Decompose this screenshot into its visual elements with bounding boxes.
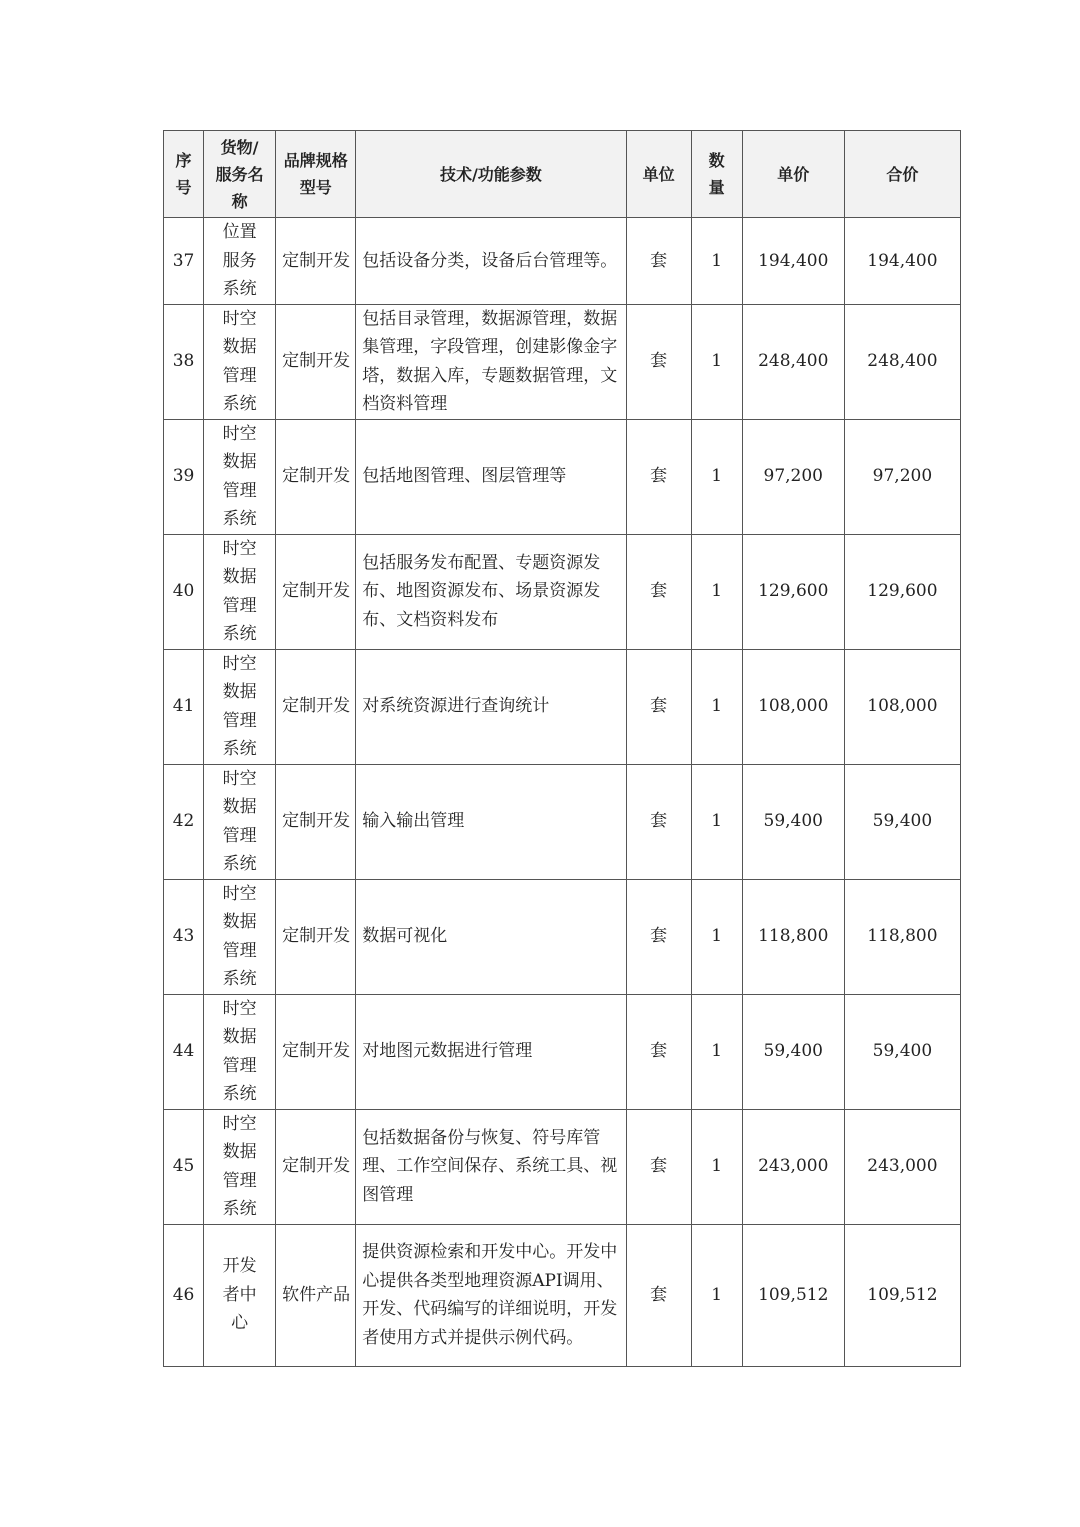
row-number: 39 <box>164 419 204 534</box>
header-spec: 技术/功能参数 <box>356 131 626 218</box>
row-quantity: 1 <box>691 994 742 1109</box>
row-item-name: 时空数据管理系统 <box>222 653 257 759</box>
table-row <box>164 1224 961 1366</box>
row-brand-model-cell <box>276 218 356 305</box>
row-quantity: 1 <box>691 1109 742 1224</box>
row-brand-model: 定制开发 <box>282 1156 351 1177</box>
table-body <box>164 218 961 1367</box>
row-spec: 包括数据备份与恢复、符号库管理、工作空间保存、系统工具、视图管理 <box>356 1109 626 1224</box>
row-unit-price: 97,200 <box>742 419 844 534</box>
row-brand-model: 定制开发 <box>282 466 351 487</box>
row-brand-model: 定制开发 <box>282 926 351 947</box>
row-spec: 包括服务发布配置、专题资源发布、地图资源发布、场景资源发布、文档资料发布 <box>356 534 626 649</box>
row-brand-model-cell <box>276 879 356 994</box>
row-quantity: 1 <box>691 534 742 649</box>
header-qty: 数量 <box>691 131 742 218</box>
row-spec: 包括目录管理，数据源管理，数据集管理，字段管理，创建影像金字塔，数据入库，专题数据管理，文档资料管理 <box>356 304 626 419</box>
row-number: 43 <box>164 879 204 994</box>
row-number: 37 <box>164 218 204 305</box>
row-number: 44 <box>164 994 204 1109</box>
row-quantity: 1 <box>691 218 742 305</box>
row-item-name-cell <box>204 534 276 649</box>
row-brand-model: 软件产品 <box>282 1284 351 1305</box>
row-item-name: 开发者中心 <box>222 1256 257 1334</box>
row-unit: 套 <box>626 304 691 419</box>
row-number: 45 <box>164 1109 204 1224</box>
row-item-name: 位置服务系统 <box>222 222 257 299</box>
header-brand: 品牌规格型号 <box>276 131 356 218</box>
row-unit-price: 118,800 <box>742 879 844 994</box>
row-total-price: 108,000 <box>844 649 960 764</box>
row-quantity: 1 <box>691 649 742 764</box>
row-unit-price: 59,400 <box>742 764 844 879</box>
row-item-name-cell <box>204 649 276 764</box>
row-brand-model-cell <box>276 304 356 419</box>
row-item-name: 时空数据管理系统 <box>222 1113 257 1219</box>
table-row <box>164 764 961 879</box>
row-brand-model: 定制开发 <box>282 1041 351 1062</box>
row-item-name: 时空数据管理系统 <box>222 998 257 1104</box>
table-row <box>164 218 961 305</box>
row-spec: 对地图元数据进行管理 <box>356 994 626 1109</box>
row-unit: 套 <box>626 1224 691 1366</box>
row-unit: 套 <box>626 764 691 879</box>
row-brand-model-cell <box>276 1224 356 1366</box>
row-brand-model-cell <box>276 764 356 879</box>
header-price: 单价 <box>742 131 844 218</box>
row-unit-price: 129,600 <box>742 534 844 649</box>
row-item-name-cell <box>204 1224 276 1366</box>
table-row <box>164 879 961 994</box>
row-brand-model: 定制开发 <box>282 696 351 717</box>
row-item-name: 时空数据管理系统 <box>222 883 257 989</box>
table-row <box>164 1109 961 1224</box>
row-unit: 套 <box>626 218 691 305</box>
row-unit: 套 <box>626 1109 691 1224</box>
row-total-price: 194,400 <box>844 218 960 305</box>
table-row <box>164 304 961 419</box>
row-total-price: 59,400 <box>844 994 960 1109</box>
row-item-name-cell <box>204 879 276 994</box>
row-unit-price: 108,000 <box>742 649 844 764</box>
row-total-price: 109,512 <box>844 1224 960 1366</box>
row-number: 42 <box>164 764 204 879</box>
row-unit: 套 <box>626 534 691 649</box>
row-quantity: 1 <box>691 764 742 879</box>
header-name: 货物/服务名称 <box>204 131 276 218</box>
row-item-name: 时空数据管理系统 <box>222 538 257 644</box>
row-total-price: 248,400 <box>844 304 960 419</box>
row-unit: 套 <box>626 879 691 994</box>
row-quantity: 1 <box>691 879 742 994</box>
row-total-price: 59,400 <box>844 764 960 879</box>
table-header <box>164 131 961 218</box>
row-spec: 对系统资源进行查询统计 <box>356 649 626 764</box>
header-row <box>164 131 961 218</box>
row-spec: 包括地图管理、图层管理等 <box>356 419 626 534</box>
row-brand-model-cell <box>276 534 356 649</box>
row-number: 46 <box>164 1224 204 1366</box>
row-unit-price: 59,400 <box>742 994 844 1109</box>
row-spec: 输入输出管理 <box>356 764 626 879</box>
row-brand-model: 定制开发 <box>282 351 351 372</box>
row-unit: 套 <box>626 649 691 764</box>
row-brand-model: 定制开发 <box>282 581 351 602</box>
row-item-name: 时空数据管理系统 <box>222 308 257 414</box>
row-quantity: 1 <box>691 1224 742 1366</box>
row-spec: 包括设备分类，设备后台管理等。 <box>356 218 626 305</box>
header-unit: 单位 <box>626 131 691 218</box>
row-total-price: 118,800 <box>844 879 960 994</box>
row-brand-model-cell <box>276 649 356 764</box>
row-item-name-cell <box>204 419 276 534</box>
row-total-price: 97,200 <box>844 419 960 534</box>
row-unit-price: 194,400 <box>742 218 844 305</box>
row-spec: 提供资源检索和开发中心。开发中心提供各类型地理资源API调用、开发、代码编写的详细说明，开发者使用方式并提供示例代码。 <box>356 1224 626 1366</box>
table-row <box>164 649 961 764</box>
row-item-name-cell <box>204 304 276 419</box>
row-item-name: 时空数据管理系统 <box>222 768 257 874</box>
row-brand-model: 定制开发 <box>282 250 351 271</box>
row-item-name-cell <box>204 1109 276 1224</box>
row-total-price: 243,000 <box>844 1109 960 1224</box>
row-item-name: 时空数据管理系统 <box>222 423 257 529</box>
procurement-table <box>163 130 961 1367</box>
row-number: 38 <box>164 304 204 419</box>
row-brand-model-cell <box>276 419 356 534</box>
table-row <box>164 419 961 534</box>
table-row <box>164 534 961 649</box>
header-num: 序号 <box>164 131 204 218</box>
row-brand-model: 定制开发 <box>282 811 351 832</box>
row-item-name-cell <box>204 218 276 305</box>
row-unit-price: 243,000 <box>742 1109 844 1224</box>
row-number: 41 <box>164 649 204 764</box>
row-unit-price: 109,512 <box>742 1224 844 1366</box>
row-item-name-cell <box>204 764 276 879</box>
row-spec: 数据可视化 <box>356 879 626 994</box>
row-unit-price: 248,400 <box>742 304 844 419</box>
header-total: 合价 <box>844 131 960 218</box>
row-brand-model-cell <box>276 994 356 1109</box>
row-item-name-cell <box>204 994 276 1109</box>
row-quantity: 1 <box>691 304 742 419</box>
row-unit: 套 <box>626 994 691 1109</box>
table-row <box>164 994 961 1109</box>
row-total-price: 129,600 <box>844 534 960 649</box>
row-number: 40 <box>164 534 204 649</box>
row-unit: 套 <box>626 419 691 534</box>
row-brand-model-cell <box>276 1109 356 1224</box>
row-quantity: 1 <box>691 419 742 534</box>
